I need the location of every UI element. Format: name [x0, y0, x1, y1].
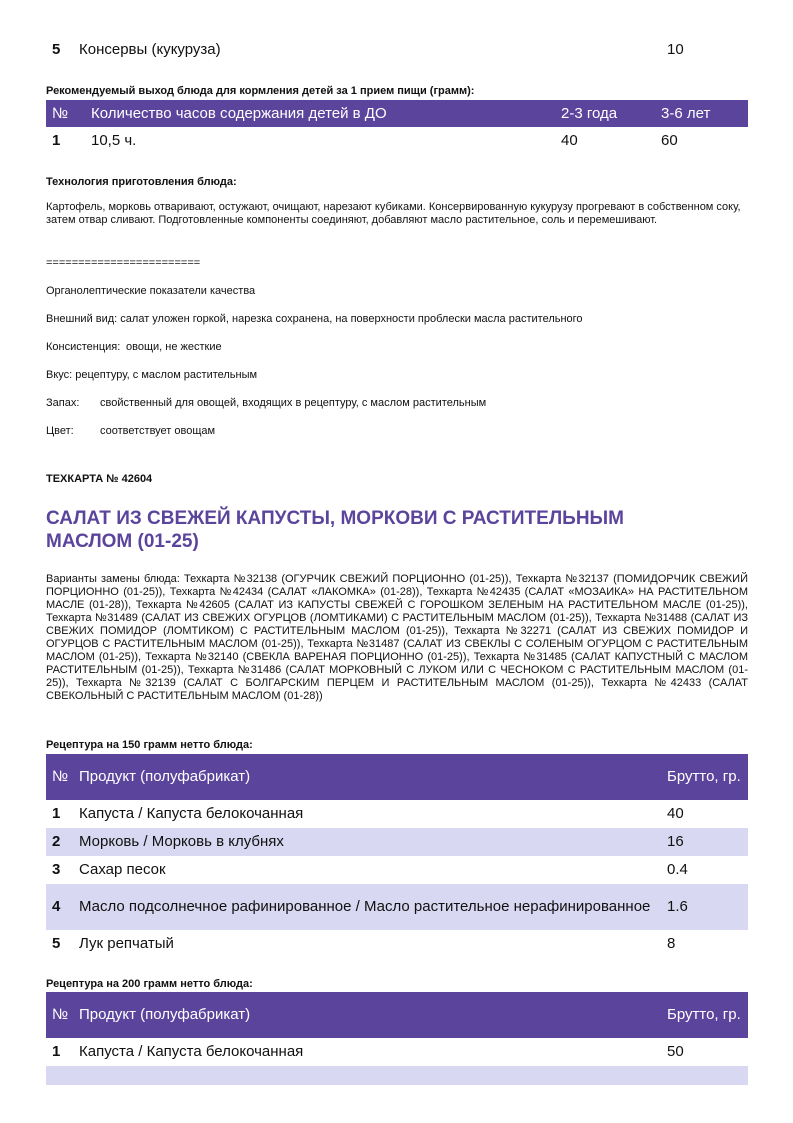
consistency-line — [46, 341, 748, 354]
organoleptic-title: Органолептические показатели качества — [46, 285, 256, 297]
table-header-row — [46, 754, 748, 800]
empty-cell — [661, 1066, 748, 1085]
row-number: 2 — [46, 828, 73, 856]
gross-value: 50 — [667, 1043, 684, 1060]
col-header-product: Продукт (полуфабрикат) — [73, 754, 661, 800]
consistency-value: овощи, не жесткие — [126, 341, 222, 353]
hours-value: 10,5 ч. — [91, 132, 137, 149]
table-row — [46, 800, 748, 828]
col-header-hours: Количество часов содержания детей в ДО — [85, 100, 555, 127]
yield-table — [46, 100, 748, 155]
row-number: 4 — [46, 884, 73, 930]
product-name: Капуста / Капуста белокочанная — [79, 805, 304, 822]
table-row — [46, 1038, 748, 1066]
product-name: Масло подсолнечное рафинированное / Масло растительное нерафинированное — [73, 884, 661, 930]
technology-text: Картофель, морковь отваривают, остужают, очищают, нарезают кубиками. Консервированную кукурузу прогревают в собственном соку, затем отвар сливают. Подготовленные компоненты соединяют, добавляют масло растительное, соль и перемешивают. — [46, 201, 741, 226]
smell-label: Запах: — [46, 397, 80, 409]
col-header-gross: Брутто, гр. — [661, 992, 748, 1038]
dish-title: САЛАТ ИЗ СВЕЖЕЙ КАПУСТЫ, МОРКОВИ С РАСТИТЕЛЬНЫМ МАСЛОМ (01-25) — [46, 508, 624, 552]
appearance-text: Внешний вид: салат уложен горкой, нарезка сохранена, на поверхности проблески масла растительного — [46, 313, 583, 325]
col-header-age-2-3: 2-3 года — [555, 100, 655, 127]
replacement-variants: Варианты замены блюда: Техкарта №32138 (ОГУРЧИК СВЕЖИЙ ПОРЦИОННО (01-25)), Техкарта №32137 (ПОМИДОРЧИК СВЕЖИЙ ПОРЦИОННО (01-25)), Техкарта №42434 (САЛАТ «ЛАКОМКА» (01-28)), Техкарта №42435 (САЛАТ «МОЗАИКА» НА РАСТИТЕЛЬНОМ МАСЛЕ (01-28)), Техкарта №42605 (САЛАТ ИЗ КАПУСТЫ СВЕЖЕЙ С ГОРОШКОМ ЗЕЛЕНЫМ НА РАСТИТЕЛЬНОМ МАСЛЕ (01-25)), Техкарта №31489 (САЛАТ ИЗ СВЕЖИХ ОГУРЦОВ (ЛОМТИКАМИ) С РАСТИТЕЛЬНЫМ МАСЛОМ (01-25)), Техкарта №31488 (САЛАТ ИЗ СВЕЖИХ ПОМИДОР (ЛОМТИКОМ) С РАСТИТЕЛЬНЫМ МАСЛОМ (01-25)), Техкарта №32271 (САЛАТ ИЗ СВЕЖИХ ПОМИДОР И ОГУРЦОВ С РАСТИТЕЛЬНЫМ МАСЛОМ (01-25)), Техкарта №31487 (САЛАТ ИЗ СВЕКЛЫ С СОЛЕНЫМ ОГУРЦОМ С РАСТИТЕЛЬНЫМ МАСЛОМ (01-25)), Техкарта №32140 (СВЕКЛА ВАРЕНАЯ ПОРЦИОННО (01-25)), Техкарта №31485 (САЛАТ КАПУСТНЫЙ С МАСЛОМ РАСТИТЕЛЬНЫМ (01-25)), Техкарта №31486 (САЛАТ МОРКОВНЫЙ С ЛУКОМ ИЛИ С ЧЕСНОКОМ С РАСТИТЕЛЬНЫМ МАСЛОМ (01-25)), Техкарта №32139 (САЛАТ С БОЛГАРСКИМ ПЕРЦЕМ И РАСТИТЕЛЬНЫМ МАСЛОМ (01-25)), Техкарта №42433 (САЛАТ СВЕКОЛЬНЫЙ С РАСТИТЕЛЬНЫМ МАСЛОМ (01-28)) — [46, 573, 748, 702]
consistency-label: Консистенция: — [46, 341, 121, 353]
table-header-row — [46, 992, 748, 1038]
gross-value: 40 — [667, 805, 684, 822]
technology-heading: Технология приготовления блюда: — [46, 176, 237, 188]
recipe-150-heading: Рецептура на 150 грамм нетто блюда: — [46, 739, 253, 751]
table-row — [46, 36, 748, 64]
col-header-age-3-6: 3-6 лет — [655, 100, 748, 127]
col-header-number: № — [46, 992, 73, 1038]
table-row — [46, 930, 748, 958]
age-3-6-value: 60 — [661, 132, 678, 149]
col-header-product: Продукт (полуфабрикат) — [73, 992, 661, 1038]
product-name: Лук репчатый — [79, 935, 174, 952]
gross-value: 0.4 — [667, 861, 688, 878]
product-name: Сахар песок — [79, 861, 166, 878]
smell-line — [46, 397, 748, 410]
techcard-number: ТЕХКАРТА № 42604 — [46, 473, 153, 485]
row-number: 1 — [52, 805, 61, 822]
yield-heading: Рекомендуемый выход блюда для кормления детей за 1 прием пищи (грамм): — [46, 85, 475, 97]
product-name: Морковь / Морковь в клубнях — [73, 828, 661, 856]
recipe-200-heading: Рецептура на 200 грамм нетто блюда: — [46, 978, 253, 990]
product-name: Капуста / Капуста белокочанная — [79, 1043, 304, 1060]
table-row — [46, 856, 748, 884]
product-name: Консервы (кукуруза) — [79, 41, 221, 58]
col-header-number: № — [46, 100, 85, 127]
col-header-number: № — [46, 754, 73, 800]
empty-cell — [73, 1066, 661, 1085]
row-number: 5 — [52, 41, 61, 58]
recipe-200-table — [46, 992, 748, 1085]
gross-value: 16 — [661, 828, 748, 856]
smell-value: свойственный для овощей, входящих в рецептуру, с маслом растительным — [100, 397, 487, 409]
color-label: Цвет: — [46, 425, 74, 437]
previous-recipe-table-tail — [46, 36, 748, 64]
color-value: соответствует овощам — [100, 425, 216, 437]
table-row — [46, 127, 748, 155]
table-header-row — [46, 100, 748, 127]
col-header-gross: Брутто, гр. — [661, 754, 748, 800]
age-2-3-value: 40 — [561, 132, 578, 149]
gross-value: 8 — [667, 935, 676, 952]
color-line — [46, 425, 748, 438]
table-row — [46, 828, 748, 856]
gross-value: 1.6 — [661, 884, 748, 930]
table-row-partial — [46, 1066, 748, 1085]
gross-value: 10 — [667, 41, 684, 58]
row-number: 3 — [52, 861, 61, 878]
recipe-150-table — [46, 754, 748, 958]
table-row — [46, 884, 748, 930]
empty-cell — [46, 1066, 73, 1085]
row-number: 5 — [52, 935, 61, 952]
taste-text: Вкус: рецептуру, с маслом растительным — [46, 369, 258, 381]
row-number: 1 — [52, 132, 61, 149]
separator-line: ======================== — [46, 257, 201, 269]
row-number: 1 — [52, 1043, 61, 1060]
